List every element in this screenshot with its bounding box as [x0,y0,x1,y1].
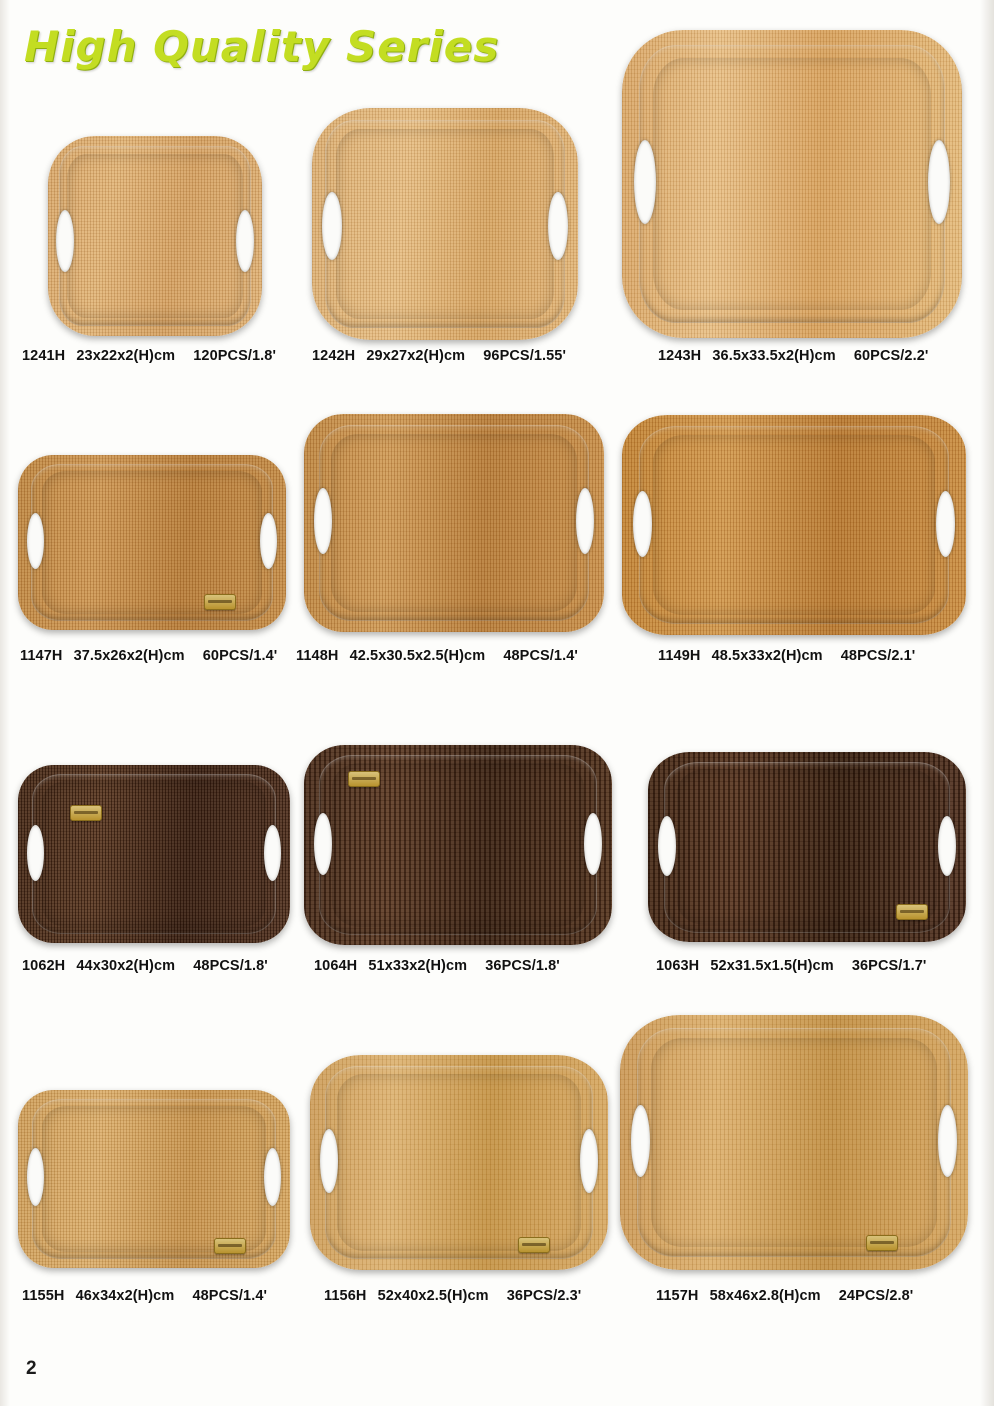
product-packing: 36PCS/1.7' [851,958,927,974]
page-title: High Quality Series [24,22,500,71]
brand-badge [896,904,928,920]
product-dimensions: 36.5x33.5x2(H)cm [712,348,836,364]
tray-inner [336,129,554,319]
tray-image [18,455,286,630]
brand-badge [204,594,236,610]
product-dimensions: 51x33x2(H)cm [368,958,468,974]
product-dimensions: 58x46x2.8(H)cm [709,1288,821,1304]
tray-inner [42,781,265,927]
tray-image [312,108,578,340]
product-dimensions: 46x34x2(H)cm [75,1288,175,1304]
brand-badge [866,1235,898,1251]
product-caption [656,1288,913,1304]
tray-image [648,752,966,942]
tray-inner [651,1038,936,1247]
tray-handle-right [236,210,254,272]
page-number: 2 [26,1358,37,1379]
product-packing: 48PCS/2.1' [840,648,916,664]
product-dimensions: 52x40x2.5(H)cm [377,1288,489,1304]
product-code: 1242H [312,348,356,364]
product-dimensions: 37.5x26x2(H)cm [73,648,185,664]
brand-badge [518,1237,550,1253]
product-code: 1149H [658,648,701,664]
tray-handle-right [576,488,594,554]
tray-image [622,415,966,635]
tray-inner [331,434,577,613]
tray-image [48,136,262,336]
product-caption [658,348,928,364]
brand-badge [214,1238,246,1254]
product-packing: 96PCS/1.55' [483,348,567,364]
brand-badge [348,771,380,787]
tray-handle-right [580,1129,598,1193]
product-code: 1243H [658,348,702,364]
tray-inner [677,769,938,925]
brand-badge [70,805,102,821]
product-code: 1156H [324,1288,367,1304]
product-code: 1062H [22,958,66,974]
product-packing: 60PCS/2.2' [853,348,929,364]
product-dimensions: 29x27x2(H)cm [366,348,466,364]
tray-handle-right [928,140,950,224]
tray-handle-left [27,825,44,881]
tray-handle-left [314,813,332,875]
tray-inner [337,1074,581,1250]
tray-image [304,745,612,945]
tray-image [304,414,604,632]
product-code: 1064H [314,958,358,974]
product-code: 1063H [656,958,700,974]
tray-image [620,1015,968,1270]
tray-handle-left [27,1148,44,1206]
tray-handle-right [936,491,955,557]
tray-inner [332,763,585,927]
tray-handle-right [264,825,281,881]
product-dimensions: 52x31.5x1.5(H)cm [710,958,834,974]
tray-handle-left [322,192,342,260]
tray-image [18,765,290,943]
product-packing: 48PCS/1.8' [193,958,268,974]
product-caption [22,348,276,364]
product-dimensions: 23x22x2(H)cm [76,348,176,364]
product-packing: 36PCS/1.8' [485,958,560,974]
product-caption [324,1288,581,1304]
product-dimensions: 48.5x33x2(H)cm [711,648,823,664]
product-caption [20,648,277,664]
tray-handle-left [634,140,656,224]
tray-inner [67,154,243,318]
product-caption [22,1288,267,1304]
tray-handle-left [633,491,652,557]
product-packing: 48PCS/1.4' [503,648,578,664]
product-dimensions: 44x30x2(H)cm [76,958,176,974]
tray-handle-right [264,1148,281,1206]
tray-inner [653,58,932,311]
tray-handle-left [27,513,44,569]
tray-inner [42,471,262,615]
product-code: 1147H [20,648,63,664]
product-code: 1155H [22,1288,65,1304]
tray-handle-right [938,1105,957,1177]
product-code: 1148H [296,648,339,664]
product-packing: 36PCS/2.3' [506,1288,582,1304]
product-caption [314,958,560,974]
product-caption [658,648,915,664]
product-packing: 48PCS/1.4' [192,1288,268,1304]
product-dimensions: 42.5x30.5x2.5(H)cm [349,648,486,664]
product-packing: 60PCS/1.4' [202,648,278,664]
tray-handle-left [658,816,676,876]
product-caption [312,348,566,364]
tray-handle-right [548,192,568,260]
product-caption [22,958,268,974]
tray-inner [653,435,935,615]
tray-handle-right [260,513,277,569]
product-caption [656,958,926,974]
tray-handle-right [584,813,602,875]
product-packing: 24PCS/2.8' [838,1288,914,1304]
tray-handle-left [631,1105,650,1177]
tray-image [622,30,962,338]
tray-handle-left [320,1129,338,1193]
tray-image [18,1090,290,1268]
product-code: 1241H [22,348,66,364]
tray-handle-right [938,816,956,876]
tray-handle-left [56,210,74,272]
product-packing: 120PCS/1.8' [193,348,277,364]
tray-image [310,1055,608,1270]
product-code: 1157H [656,1288,699,1304]
product-caption [296,648,578,664]
tray-inner [42,1106,265,1252]
tray-handle-left [314,488,332,554]
